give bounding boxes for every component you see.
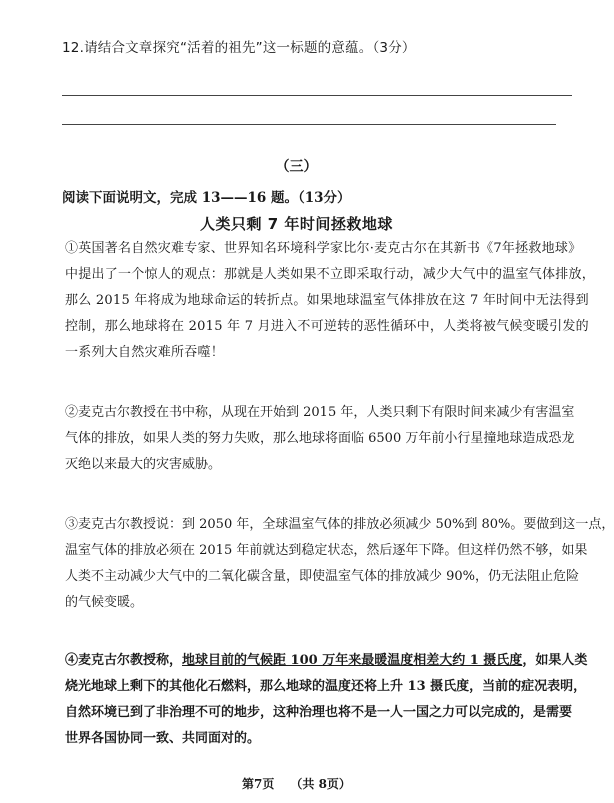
paragraph-line: 那么 2015 年将成为地球命运的转折点。如果地球温室气体排放在这 7 年时间中无法得到 bbox=[65, 293, 589, 308]
paragraph-line: 烧光地球上剩下的其他化石燃料，那么地球的温度还将上升 13 摄氏度，当前的症况表明， bbox=[65, 679, 587, 694]
question-12: 12.请结合文章探究“活着的祖先”这一标题的意蕴。（3分） bbox=[62, 40, 416, 56]
section-heading: （三） bbox=[275, 159, 318, 175]
paragraph-line: 的气候变暖。 bbox=[65, 595, 144, 610]
paragraph-line: 温室气体的排放必须在 2015 年前就达到稳定状态，然后逐年下降。但这样仍然不够，如果 bbox=[65, 543, 588, 558]
paragraph-4 bbox=[65, 648, 588, 752]
page-number: 第7页 bbox=[242, 777, 275, 791]
paragraph-1 bbox=[65, 236, 596, 366]
paragraph-line: 灭绝以来最大的灾害威胁。 bbox=[65, 457, 222, 472]
paragraph-line: ②麦克古尔教授在书中称，从现在开始到 2015 年，人类只剩下有限时间来减少有害温室 bbox=[65, 405, 575, 420]
paragraph-3 bbox=[65, 512, 614, 616]
paragraph-4-prefix: ④麦克古尔教授称， bbox=[65, 653, 183, 668]
paragraph-line: ③麦克古尔教授说：到 2050 年，全球温室气体的排放必须减少 50%到 80%。要做到这一点， bbox=[65, 517, 614, 532]
paragraph-line: ①英国著名自然灾难专家、世界知名环境科学家比尔·麦克古尔在其新书《7年拯救地球》 bbox=[65, 241, 582, 256]
paragraph-line: 世界各国协同一致、共同面对的。 bbox=[65, 731, 261, 746]
article-title: 人类只剩 7 年时间拯救地球 bbox=[200, 215, 393, 233]
paragraph-line: 控制，那么地球将在 2015 年 7 月进入不可逆转的恶性循环中，人类将被气候变暖引发的 bbox=[65, 319, 589, 334]
paragraph-line bbox=[65, 648, 588, 674]
paragraph-line: 气体的排放，如果人类的努力失败，那么地球将面临 6500 万年前小行星撞地球造成恐龙 bbox=[65, 431, 575, 446]
paragraph-line: 中提出了一个惊人的观点：那就是人类如果不立即采取行动，减少大气中的温室气体排放， bbox=[65, 267, 596, 282]
paragraph-4-suffix: ，如果人类 bbox=[522, 653, 588, 668]
paragraph-line: 一系列大自然灾难所吞噬！ bbox=[65, 345, 225, 360]
reading-instruction: 阅读下面说明文，完成 13——16 题。（13分） bbox=[62, 190, 351, 206]
paragraph-line: 人类不主动减少大气中的二氧化碳含量，即使温室气体的排放减少 90%，仍无法阻止危险 bbox=[65, 569, 580, 584]
page-total: （共 8页） bbox=[290, 777, 351, 791]
answer-line-1 bbox=[62, 95, 572, 96]
paragraph-line: 自然环境已到了非治理不可的地步，这种治理也将不是一人一国之力可以完成的，是需要 bbox=[65, 705, 573, 720]
answer-line-2 bbox=[62, 124, 556, 125]
paragraph-2 bbox=[65, 400, 575, 478]
underlined-sentence: 地球目前的气候距 100 万年来最暖温度相差大约 1 摄氏度 bbox=[182, 653, 523, 668]
page-footer bbox=[0, 775, 593, 792]
